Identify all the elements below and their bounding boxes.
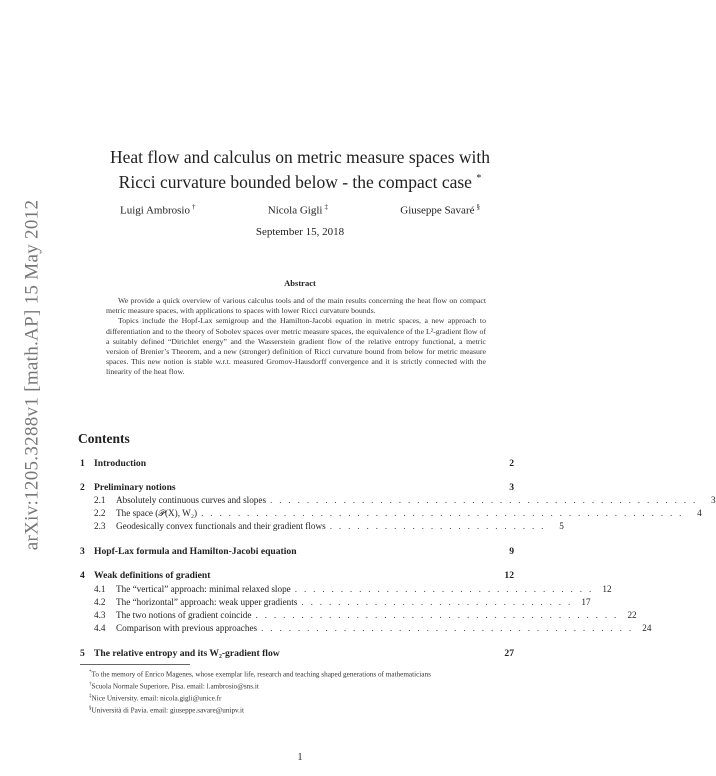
author-name: Giuseppe Savaré [400,204,475,217]
arxiv-stamp [18,180,46,570]
toc-number: 5 [80,648,85,659]
toc-label: Geodesically convex functionals and their gradient flows [116,521,326,531]
toc-number: 2.3 [94,521,106,531]
toc-label: The space (𝒫(X), W₂) [116,508,198,518]
abstract-paragraph: We provide a quick overview of various calculus tools and of the main results concerning the heat flow on compact metric measure spaces, with applications to spaces with lower Ricci curvature bounds. [106,296,486,316]
footnote-mark: § [89,705,92,711]
toc-label: The “vertical” approach: minimal relaxed slope [116,584,291,594]
toc-label: Absolutely continuous curves and slopes [116,495,267,505]
toc-page: 27 [504,648,514,659]
footnotes [80,668,514,716]
footnote-text: Nice University. email: nicola.gigli@unice.fr [91,694,222,703]
toc-page: 9 [509,546,514,557]
toc-number: 4 [80,570,85,581]
footnote-mark: † [89,681,92,687]
footnote [80,668,514,680]
author [268,203,328,217]
paper-date: September 15, 2018 [255,226,345,238]
toc-label: Weak definitions of gradient [94,570,211,581]
toc-label: Comparison with previous approaches [116,623,258,633]
footnote [80,680,514,692]
toc-entry[interactable] [80,482,514,494]
toc-number: 2.1 [94,495,106,505]
toc-label: Hopf-Lax formula and Hamilton-Jacobi equation [94,546,297,557]
toc-page: 5 [559,521,564,531]
footnote [80,704,514,716]
author [400,203,480,217]
title-line-2-text: Ricci curvature bounded below - the compact case [118,171,472,192]
author-name: Nicola Gigli [267,204,323,217]
toc-label: Preliminary notions [94,482,176,493]
toc-entry[interactable]: 4.2 The “horizontal” approach: weak upper gradients . . . . . . . . . . . . . . . . . . . . . . . . . . . . . . 17 [94,597,591,607]
author-mark: ‡ [324,203,328,211]
toc-number: 3 [80,546,85,557]
toc-entry[interactable] [80,648,514,660]
toc-entry[interactable]: 2.3 Geodesically convex functionals and their gradient flows . . . . . . . . . . . . . . . . . . . . . . . . 5 [94,521,564,531]
title-line-1: Heat flow and calculus on metric measure spaces with [109,147,490,167]
toc-number: 4.3 [94,610,106,620]
footnote-text: Scuola Normale Superiore, Pisa. email: l.ambrosio@sns.it [91,682,259,691]
toc-entry[interactable]: 4.1 The “vertical” approach: minimal relaxed slope . . . . . . . . . . . . . . . . . . . . . . . . . . . . . . . . . 12 [94,584,612,594]
toc-entry[interactable]: 2.2 The space (𝒫(X), W₂) . . . . . . . . . . . . . . . . . . . . . . . . . . . . . . . . . . . . . . . . . . . . . . . . . . . . . 4 [94,508,702,518]
author-mark: § [476,203,480,211]
toc-page: 3 [509,482,514,493]
toc-number: 2.2 [94,508,106,518]
toc-page: 22 [627,610,637,620]
toc-page: 2 [509,458,514,469]
footnote-text: To the memory of Enrico Magenes, whose exemplar life, research and teaching shaped generations of mathematicians [91,670,431,679]
author-name: Luigi Ambrosio [120,204,190,217]
toc-number: 4.2 [94,597,106,607]
contents-heading: Contents [78,431,130,446]
toc-label: The “horizontal” approach: weak upper gradients [116,597,298,607]
toc-label: Introduction [94,458,147,469]
title-line-2 [60,168,540,193]
toc-page: 4 [697,508,702,518]
toc-label: The relative entropy and its W₂-gradient flow [94,648,280,659]
toc-entry[interactable] [80,546,514,558]
toc-entry[interactable] [80,458,514,470]
toc-number: 2 [80,482,85,493]
author-mark: † [191,203,196,211]
page-number: 1 [297,752,303,763]
toc-label: The two notions of gradient coincide [116,610,252,620]
arxiv-stamp-text: arXiv:1205.3288v1 [math.AP] 15 May 2012 [21,199,42,551]
toc-page: 3 [710,495,716,505]
title-footnote-mark: * [476,173,482,184]
abstract-paragraph: Topics include the Hopf-Lax semigroup and the Hamilton-Jacobi equation in metric spaces, a new approach to differentiation and to the theory of Sobolev spaces over metric measure spaces, the equivalence of the L²-gradient flow of a suitably defined “Dirichlet energy” and the Wasserstein gradient flow of the relative entropy functional, a metric version of Brenier’s Theorem, and a new (stronger) definition of Ricci curvature bound from below for metric measure spaces. This new notion is stable w.r.t. measured Gromov-Hausdorff convergence and it is strictly connected with the linearity of the heat flow. [106,316,486,377]
toc-number: 1 [80,458,85,469]
footnote-mark: * [89,670,92,675]
paper-title [60,146,540,193]
toc-page: 24 [642,623,652,633]
footnote-rule [80,664,190,665]
toc-entry[interactable]: 4.3 The two notions of gradient coincide . . . . . . . . . . . . . . . . . . . . . . . . . . . . . . . . . . . . . . . . 22 [94,610,637,620]
toc-number: 4.4 [94,623,106,633]
toc-entry[interactable] [80,570,514,582]
abstract-body [106,296,486,378]
author-list [120,203,480,217]
footnote [80,692,514,704]
footnote-text: Università di Pavia. email: giuseppe.savare@unipv.it [91,706,244,715]
author [120,203,195,217]
toc-entry[interactable]: 2.1 Absolutely continuous curves and slopes . . . . . . . . . . . . . . . . . . . . . . . . . . . . . . . . . . . . . . . . . . . . . . . 3 [94,495,716,505]
toc-entry[interactable]: 4.4 Comparison with previous approaches . . . . . . . . . . . . . . . . . . . . . . . . . . . . . . . . . . . . . . . . . 24 [94,623,652,633]
toc-page: 12 [504,570,514,581]
abstract-heading: Abstract [284,278,316,288]
toc-page: 17 [581,597,591,607]
toc-number: 4.1 [94,584,106,594]
footnote-mark: ‡ [89,693,92,699]
toc-page: 12 [602,584,612,594]
